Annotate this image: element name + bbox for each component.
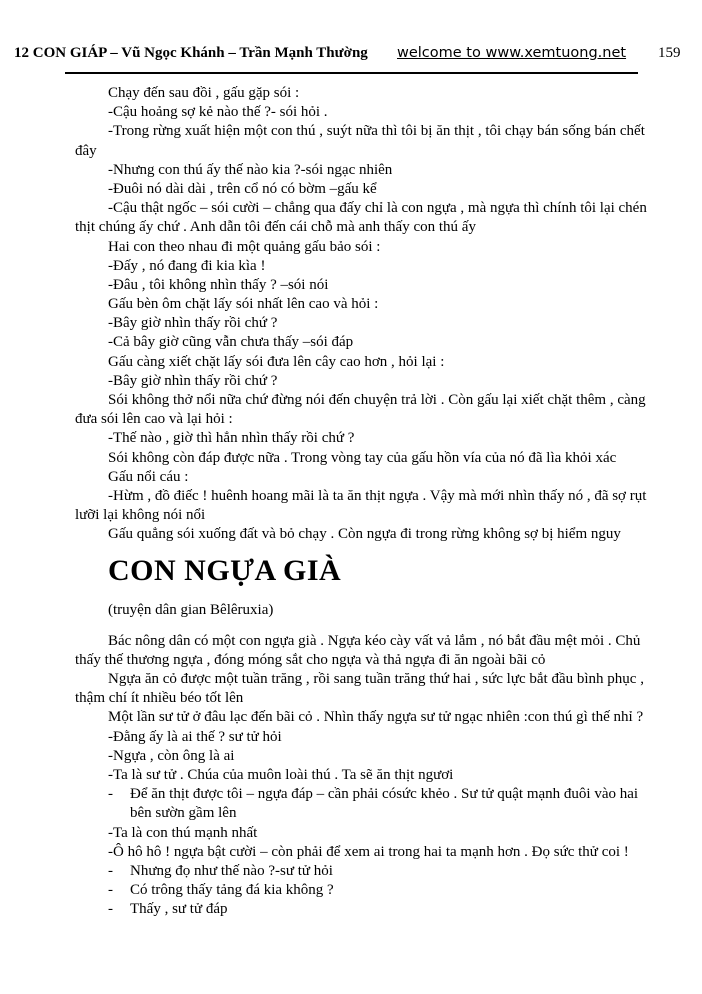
text-line: -Bây giờ nhìn thấy rồi chứ ? [108, 372, 278, 389]
text-line: Một lần sư tử ở đâu lạc đến bãi cỏ . Nhìn thấy ngựa sư tử ngạc nhiên :con thú gì thế nhỉ ? [108, 709, 644, 726]
text-line: thậm chí ít nhiều béo tốt lên [75, 690, 244, 707]
text-line: thịt chúng ấy chứ . Anh dẫn tôi đến cái chỗ mà anh thấy con thú ấy [75, 219, 476, 236]
text-line: -Đuôi nó dài dài , trên cổ nó có bờm –gấu kể [108, 180, 377, 197]
page-number: 159 [658, 45, 681, 61]
text-line: Chạy đến sau đồi , gấu gặp sói : [108, 85, 300, 101]
text-line: đây [75, 142, 97, 159]
list-dash: - [108, 862, 113, 879]
header-title: 12 CON GIÁP – Vũ Ngọc Khánh – Trần Mạnh Thường [14, 45, 368, 61]
text-line: -Nhưng con thú ấy thế nào kia ?-sói ngạc nhiên [108, 161, 393, 178]
text-line: Bác nông dân có một con ngựa già . Ngựa kéo cày vất vả lắm , nó bắt đầu mệt mỏi . Chủ [108, 632, 641, 649]
text-line: -Ngựa , còn ông là ai [108, 747, 235, 764]
list-item-line [75, 785, 641, 804]
document-body [75, 84, 647, 920]
list-dash: - [108, 901, 113, 918]
text-line: Sói không thở nổi nữa chứ đừng nói đến chuyện trả lời . Còn gấu lại xiết chặt thêm , càng [108, 392, 646, 408]
text-line: -Ô hô hô ! ngựa bật cười – còn phải để xem ai trong hai ta mạnh hơn . Đọ sức thử coi ! [108, 843, 629, 860]
text-line: Hai con theo nhau đi một quảng gấu bảo sói : [108, 238, 381, 255]
text-line: đưa sói lên cao và lại hỏi : [75, 411, 233, 428]
text-line: Gấu bèn ôm chặt lấy sói nhất lên cao và hỏi : [108, 296, 379, 313]
text-line: Sói không còn đáp được nữa . Trong vòng tay của gấu hồn vía của nó đã lìa khỏi xác [108, 449, 617, 466]
text-line: -Thế nào , giờ thì hẳn nhìn thấy rồi chứ ? [108, 430, 355, 447]
list-item-text: Thấy , sư tử đáp [130, 901, 228, 918]
text-line: lưỡi lại không nói nổi [75, 507, 206, 524]
list-dash: - [108, 786, 113, 803]
text-line: -Hừm , đồ điếc ! huênh hoang mãi là ta ăn thịt ngựa . Vậy mà mới nhìn thấy nó , đã sợ rụt [108, 487, 647, 504]
text-line: -Bây giờ nhìn thấy rồi chứ ? [108, 315, 278, 332]
text-line: Gấu quẳng sói xuống đất và bỏ chạy . Còn ngựa đi trong rừng không sợ bị hiểm nguy [108, 526, 621, 543]
text-line: thấy thế thương ngựa , đóng móng sắt cho ngựa và thả ngựa đi ăn ngoài bãi cỏ [75, 651, 546, 668]
text-line: -Ta là con thú mạnh nhất [108, 824, 258, 841]
text-line: -Ta là sư tử . Chúa của muôn loài thú . Ta sẽ ăn thịt ngươi [108, 767, 454, 783]
header-rule [65, 72, 638, 74]
text-line: -Cậu thật ngốc – sói cười – chẳng qua đấy chỉ là con ngựa , mà ngựa thì chính tôi lại chén [108, 200, 647, 217]
list-item-text: Nhưng đọ như thế nào ?-sư tử hỏi [130, 862, 333, 879]
text-line: Gấu càng xiết chặt lấy sói đưa lên cây cao hơn , hỏi lại : [108, 353, 445, 370]
list-item-text: Có trông thấy tảng đá kia không ? [130, 882, 334, 899]
text-line: -Cả bây giờ cũng vẫn chưa thấy –sói đáp [108, 334, 354, 351]
list-item-line [75, 881, 641, 900]
list-item-line [75, 900, 641, 919]
list-item-line [75, 862, 641, 881]
list-dash: - [108, 882, 113, 899]
text-line: -Cậu hoảng sợ kẻ nào thế ?- sói hỏi . [108, 104, 328, 121]
story-title: CON NGỰA GIÀ [108, 553, 342, 587]
list-item-text: Để ăn thịt được tôi – ngựa đáp – cần phải cósức khẻo . Sư tử quật mạnh đuôi vào hai [130, 786, 639, 803]
list-item-continuation: bên sườn gầm lên [130, 805, 237, 822]
text-line: -Trong rừng xuất hiện một con thú , suýt nữa thì tôi bị ăn thịt , tôi chạy bán sống bán chết [108, 123, 645, 140]
text-line: -Đâu , tôi không nhìn thấy ? –sói nói [108, 276, 329, 293]
text-line: -Đằng ấy là ai thế ? sư tử hỏi [108, 728, 282, 745]
story-subtitle: (truyện dân gian Bêlêruxia) [108, 601, 274, 618]
text-line: Gấu nổi cáu : [108, 468, 189, 485]
header-website-link[interactable]: welcome to www.xemtuong.net [397, 45, 627, 61]
text-line: Ngựa ăn cỏ được một tuần trăng , rồi sang tuần trăng thứ hai , sức lực bắt đầu bình phục , [108, 671, 644, 688]
text-line: -Đấy , nó đang đi kia kìa ! [108, 257, 266, 274]
